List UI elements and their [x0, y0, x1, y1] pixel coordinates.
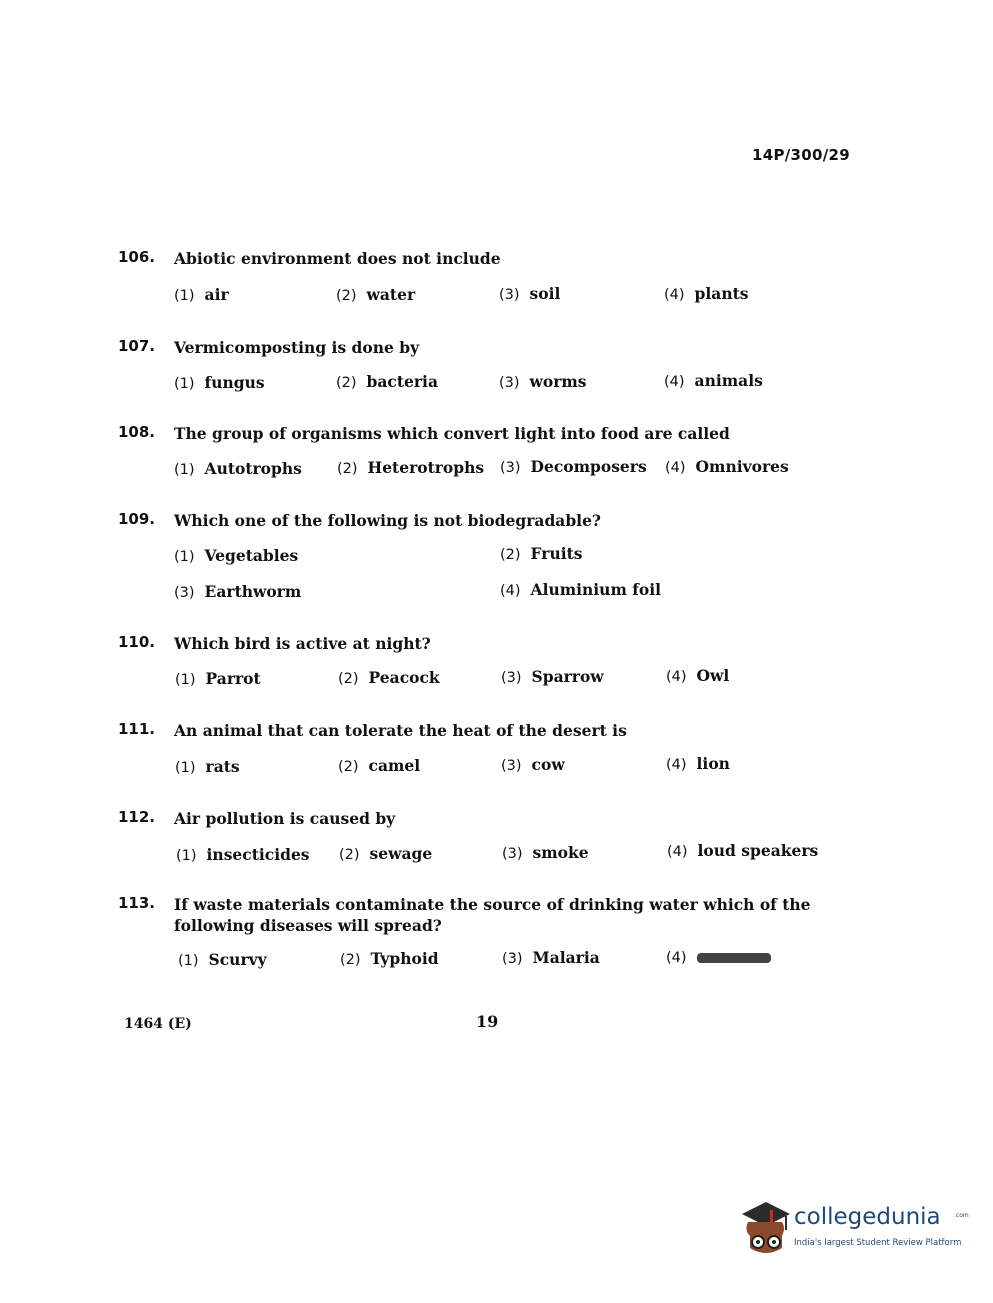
- option-4: [500, 580, 661, 599]
- option-4: [665, 457, 789, 476]
- option-text: Earthworm: [204, 582, 302, 601]
- logo-suffix: .com: [954, 1212, 969, 1219]
- logo-tagline: India's largest Student Review Platform: [794, 1238, 962, 1248]
- option-number: (3): [502, 846, 523, 862]
- question-text: If waste materials contaminate the source of drinking water which of the following diseases will spread?: [174, 895, 811, 935]
- option-number: (2): [336, 288, 357, 304]
- option-1: [174, 546, 298, 565]
- option-2: [500, 544, 583, 563]
- question-text: Vermicomposting is done by: [174, 338, 420, 357]
- option-number: (3): [500, 460, 521, 476]
- option-4: [664, 284, 748, 303]
- option-number: (2): [337, 461, 358, 477]
- option-number: (4): [665, 460, 686, 476]
- option-3: [499, 284, 560, 303]
- option-number: (1): [175, 672, 196, 688]
- question-number: 110.: [118, 633, 156, 651]
- option-number: (2): [340, 952, 361, 968]
- question-112: [0, 808, 993, 864]
- option-3: [502, 948, 600, 967]
- option-text: Scurvy: [208, 950, 267, 969]
- option-number: (2): [336, 375, 357, 391]
- option-text: soil: [529, 284, 561, 303]
- option-1: [175, 757, 240, 776]
- option-number: (4): [666, 950, 687, 966]
- option-text: Aluminium foil: [530, 580, 662, 599]
- question-number: 107.: [118, 337, 156, 355]
- footer-mark: 1464 (E): [124, 1016, 192, 1032]
- question-text: Abiotic environment does not include: [174, 249, 501, 268]
- option-number: (1): [174, 288, 195, 304]
- option-text: lion: [696, 754, 730, 773]
- question-text: Which bird is active at night?: [174, 634, 431, 653]
- option-number: (4): [666, 757, 687, 773]
- option-text: Malaria: [532, 948, 600, 967]
- option-number: (2): [338, 759, 359, 775]
- option-2: [339, 844, 432, 863]
- question-number: 112.: [118, 808, 156, 826]
- question-number: 113.: [118, 894, 156, 912]
- option-number: (1): [174, 462, 195, 478]
- option-2: [338, 756, 420, 775]
- option-2: [337, 458, 484, 477]
- question-text: An animal that can tolerate the heat of the desert is: [174, 721, 627, 740]
- option-number: (1): [175, 760, 196, 776]
- option-text: animals: [694, 371, 763, 390]
- option-4: [664, 371, 763, 390]
- question-text: Which one of the following is not biodegradable?: [174, 511, 602, 530]
- question-number: 109.: [118, 510, 156, 528]
- option-text: Peacock: [368, 668, 440, 687]
- option-2: [336, 285, 415, 304]
- option-number: (4): [666, 669, 687, 685]
- option-2: [336, 372, 438, 391]
- option-3: [500, 457, 647, 476]
- option-text: Decomposers: [530, 457, 647, 476]
- option-2: [340, 949, 439, 968]
- option-number: (1): [178, 953, 199, 969]
- question-106: [0, 248, 993, 304]
- option-number: (4): [664, 374, 685, 390]
- option-text: Heterotrophs: [367, 458, 485, 477]
- option-number: (2): [338, 671, 359, 687]
- option-4: [666, 666, 729, 685]
- option-1: [178, 950, 267, 969]
- option-text: rats: [205, 757, 240, 776]
- option-number: (4): [500, 583, 521, 599]
- option-text: Owl: [696, 666, 730, 685]
- option-3: [501, 755, 565, 774]
- option-number: (1): [174, 549, 195, 565]
- option-text: insecticides: [206, 845, 310, 864]
- option-number: (4): [667, 844, 688, 860]
- option-1: [175, 669, 261, 688]
- question-113: [0, 894, 993, 974]
- question-text: Air pollution is caused by: [174, 809, 396, 828]
- option-number: (4): [664, 287, 685, 303]
- paper-code: 14P/300/29: [752, 146, 851, 164]
- option-1: [174, 285, 229, 304]
- logo-wordmark: collegedunia: [794, 1204, 941, 1230]
- page-number: 19: [476, 1012, 499, 1031]
- option-number: (2): [339, 847, 360, 863]
- question-109: [0, 510, 993, 601]
- option-number: (1): [174, 376, 195, 392]
- question-number: 111.: [118, 720, 156, 738]
- option-3: [502, 843, 589, 862]
- option-1: [174, 459, 302, 478]
- option-1: [174, 373, 265, 392]
- option-number: (3): [502, 951, 523, 967]
- collegedunia-logo: [736, 1196, 969, 1260]
- option-text: air: [204, 285, 229, 304]
- option-number: (3): [501, 670, 522, 686]
- option-text: Parrot: [205, 669, 261, 688]
- option-text: sewage: [369, 844, 433, 863]
- option-4: [666, 947, 771, 966]
- mascot-icon: [736, 1196, 794, 1260]
- option-number: (2): [500, 547, 521, 563]
- question-111: [0, 720, 993, 776]
- option-2: [338, 668, 440, 687]
- option-3: [174, 582, 301, 601]
- question-number: 108.: [118, 423, 156, 441]
- option-text: Typhoid: [370, 949, 439, 968]
- option-number: (3): [501, 758, 522, 774]
- option-text: Sparrow: [531, 667, 604, 686]
- option-4: [666, 754, 730, 773]
- option-text: plants: [694, 284, 749, 303]
- option-text: water: [366, 285, 416, 304]
- option-text: camel: [368, 756, 421, 775]
- option-text: Omnivores: [695, 457, 789, 476]
- illegible-smudge: [697, 953, 771, 963]
- option-text: fungus: [204, 373, 265, 392]
- option-3: [499, 372, 587, 391]
- question-108: [0, 423, 993, 478]
- option-number: (3): [174, 585, 195, 601]
- question-number: 106.: [118, 248, 156, 266]
- option-number: (3): [499, 375, 520, 391]
- question-107: [0, 337, 993, 392]
- option-text: Autotrophs: [204, 459, 302, 478]
- question-text: The group of organisms which convert light into food are called: [174, 424, 730, 443]
- option-number: (1): [176, 848, 197, 864]
- option-text: Vegetables: [204, 546, 299, 565]
- option-text: smoke: [532, 843, 589, 862]
- option-text: worms: [529, 372, 587, 391]
- option-text: Fruits: [530, 544, 583, 563]
- option-3: [501, 667, 604, 686]
- option-text: bacteria: [366, 372, 438, 391]
- option-4: [667, 841, 818, 860]
- option-text: cow: [531, 755, 565, 774]
- option-number: (3): [499, 287, 520, 303]
- option-text: loud speakers: [697, 841, 819, 860]
- question-110: [0, 633, 993, 688]
- option-1: [176, 845, 310, 864]
